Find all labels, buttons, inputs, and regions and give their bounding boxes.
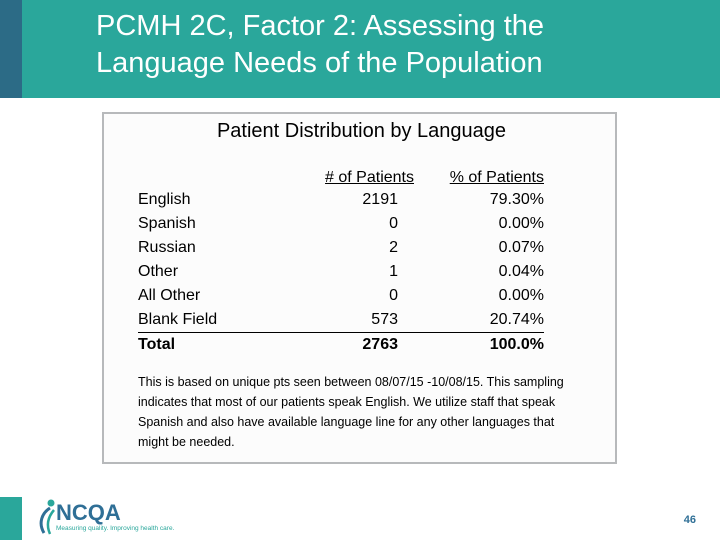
page-number: 46 [683,514,696,526]
logo-tagline: Measuring quality. Improving health care. [56,525,175,532]
table-row [138,188,544,212]
table-row [138,260,544,284]
total-patients: 2763 [362,336,398,353]
table-row [138,308,544,333]
column-header-percent: % of Patients [449,169,544,186]
table-row [138,236,544,260]
logo-wordmark: NCQA [56,500,121,525]
slide-title-line-2: Language Needs of the Population [96,47,543,79]
row-percent: 79.30% [489,191,544,208]
table-row [138,284,544,308]
slide-title [96,8,696,82]
sampling-note: This is based on unique pts seen between 08/07/15 -10/08/15. This sampling indicates that most of our patients speak English. We utilize staff that speak Spanish and also have available language line for any other languages that might be needed. [138,375,564,449]
card-title: Patient Distribution by Language [216,120,507,142]
column-header-language [138,168,248,188]
row-percent: 0.00% [498,287,544,304]
row-patients: 2 [389,239,398,256]
row-percent: 0.00% [498,215,544,232]
row-language: Other [138,263,179,280]
language-distribution-table [138,168,544,357]
row-percent: 0.07% [498,239,544,256]
row-patients: 573 [248,308,414,333]
row-language: English [138,191,191,208]
ncqa-figure-icon [36,497,58,537]
row-percent: 0.04% [498,263,544,280]
row-patients: 0 [389,215,398,232]
distribution-card [102,112,617,464]
row-language: All Other [138,287,201,304]
slide-title-line-1: PCMH 2C, Factor 2: Assessing the [96,10,545,42]
ncqa-logo [36,497,175,539]
header-bar [0,0,720,98]
table-header-row [138,168,544,188]
row-patients: 2191 [362,191,398,208]
header-accent-stripe [0,0,22,98]
footer-accent-stripe [0,497,22,540]
row-percent: 20.74% [414,308,544,333]
table-total-row [138,333,544,358]
row-language: Spanish [138,215,196,232]
column-header-patients: # of Patients [325,169,414,186]
row-patients: 0 [389,287,398,304]
row-language: Russian [138,239,196,256]
total-percent: 100.0% [489,336,544,353]
total-label: Total [138,336,176,353]
row-patients: 1 [389,263,398,280]
table-row [138,212,544,236]
row-language: Blank Field [138,308,248,333]
